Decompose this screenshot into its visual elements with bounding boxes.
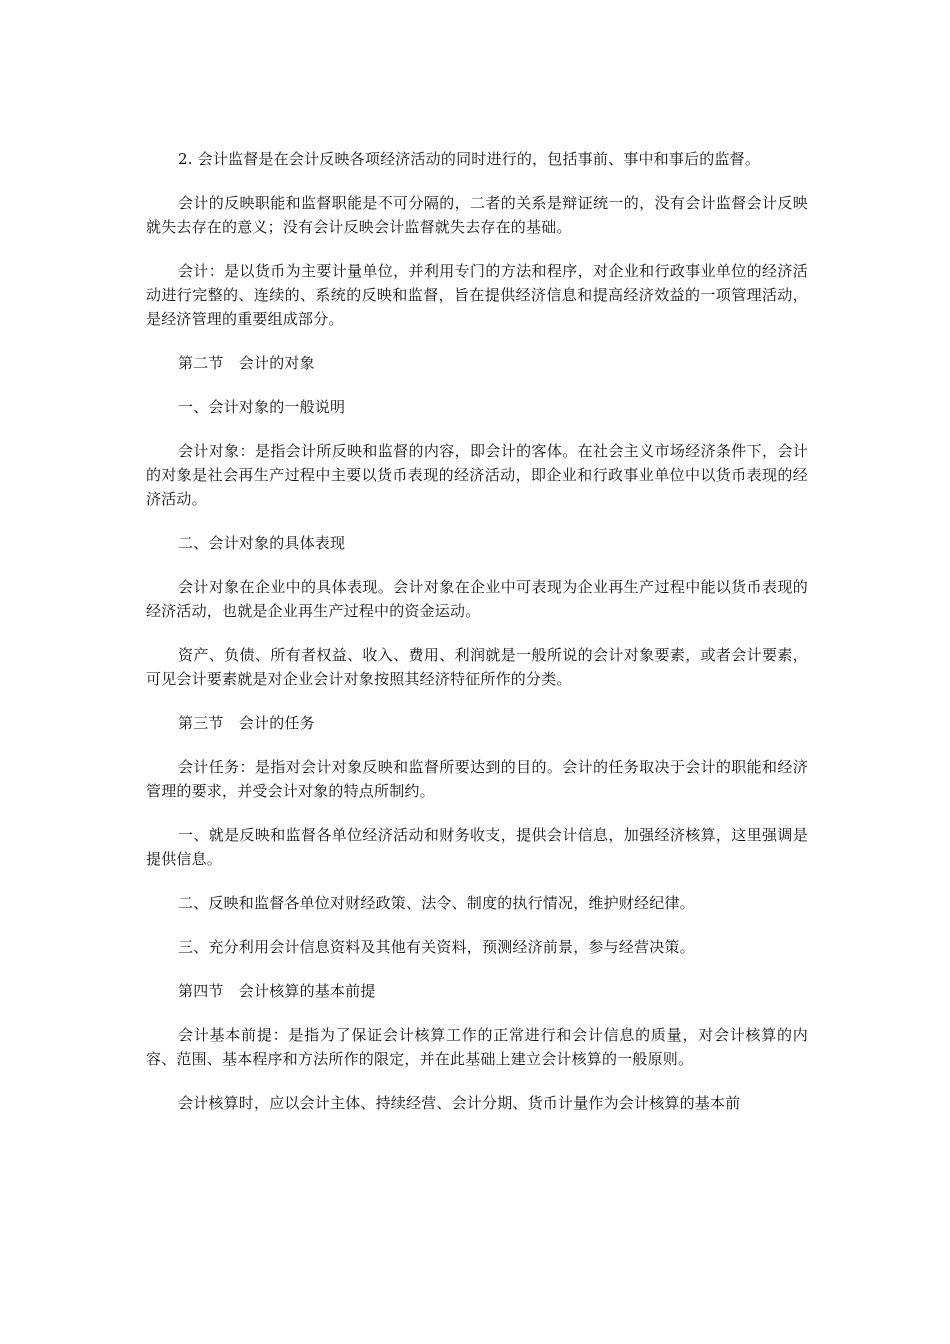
section-heading-3: 第三节 会计的任务 <box>178 714 315 732</box>
subheading-object-general: 一、会计对象的一般说明 <box>178 398 346 416</box>
paragraph-basic-premise: 会计基本前提：是指为了保证会计核算工作的正常进行和会计信息的质量，对会计核算的内容、范围、基本程序和方法所作的限定，并在此基础上建立会计核算的一般原则。 <box>146 1026 808 1068</box>
paragraph-functions-relationship: 会计的反映职能和监督职能是不可分隔的，二者的关系是辩证统一的，没有会计监督会计反映就失去存在的意义；没有会计反映会计监督就失去存在的基础。 <box>146 194 808 236</box>
section-heading-4: 第四节 会计核算的基本前提 <box>178 982 376 1000</box>
paragraph-object-in-enterprise: 会计对象在企业中的具体表现。会计对象在企业中可表现为企业再生产过程中能以货币表现的经济活动，也就是企业再生产过程中的资金运动。 <box>146 578 808 620</box>
paragraph-accounting-task: 会计任务：是指对会计对象反映和监督所要达到的目的。会计的任务取决于会计的职能和经济管理的要求，并受会计对象的特点所制约。 <box>146 758 808 800</box>
document-page <box>146 147 808 1135</box>
paragraph-task-1: 一、就是反映和监督各单位经济活动和财务收支，提供会计信息，加强经济核算，这里强调是提供信息。 <box>146 826 808 868</box>
paragraph-accounting-supervision: 2. 会计监督是在会计反映各项经济活动的同时进行的，包括事前、事中和事后的监督。 <box>178 150 761 168</box>
paragraph-accounting-elements: 资产、负债、所有者权益、收入、费用、利润就是一般所说的会计对象要素，或者会计要素，可见会计要素就是对企业会计对象按照其经济特征所作的分类。 <box>146 646 808 688</box>
paragraph-premise-list: 会计核算时，应以会计主体、持续经营、会计分期、货币计量作为会计核算的基本前 <box>178 1094 741 1112</box>
paragraph-task-3: 三、充分利用会计信息资料及其他有关资料，预测经济前景，参与经营决策。 <box>178 938 695 956</box>
paragraph-accounting-object: 会计对象：是指会计所反映和监督的内容，即会计的客体。在社会主义市场经济条件下，会计的对象是社会再生产过程中主要以货币表现的经济活动，即企业和行政事业单位中以货币表现的经济活动。 <box>146 442 808 508</box>
subheading-object-specific: 二、会计对象的具体表现 <box>178 534 346 552</box>
section-heading-2: 第二节 会计的对象 <box>178 354 315 372</box>
paragraph-accounting-definition: 会计：是以货币为主要计量单位，并利用专门的方法和程序，对企业和行政事业单位的经济活动进行完整的、连续的、系统的反映和监督，旨在提供经济信息和提高经济效益的一项管理活动，是经济管理的重要组成部分。 <box>146 262 808 328</box>
paragraph-task-2: 二、反映和监督各单位对财经政策、法令、制度的执行情况，维护财经纪律。 <box>178 894 695 912</box>
